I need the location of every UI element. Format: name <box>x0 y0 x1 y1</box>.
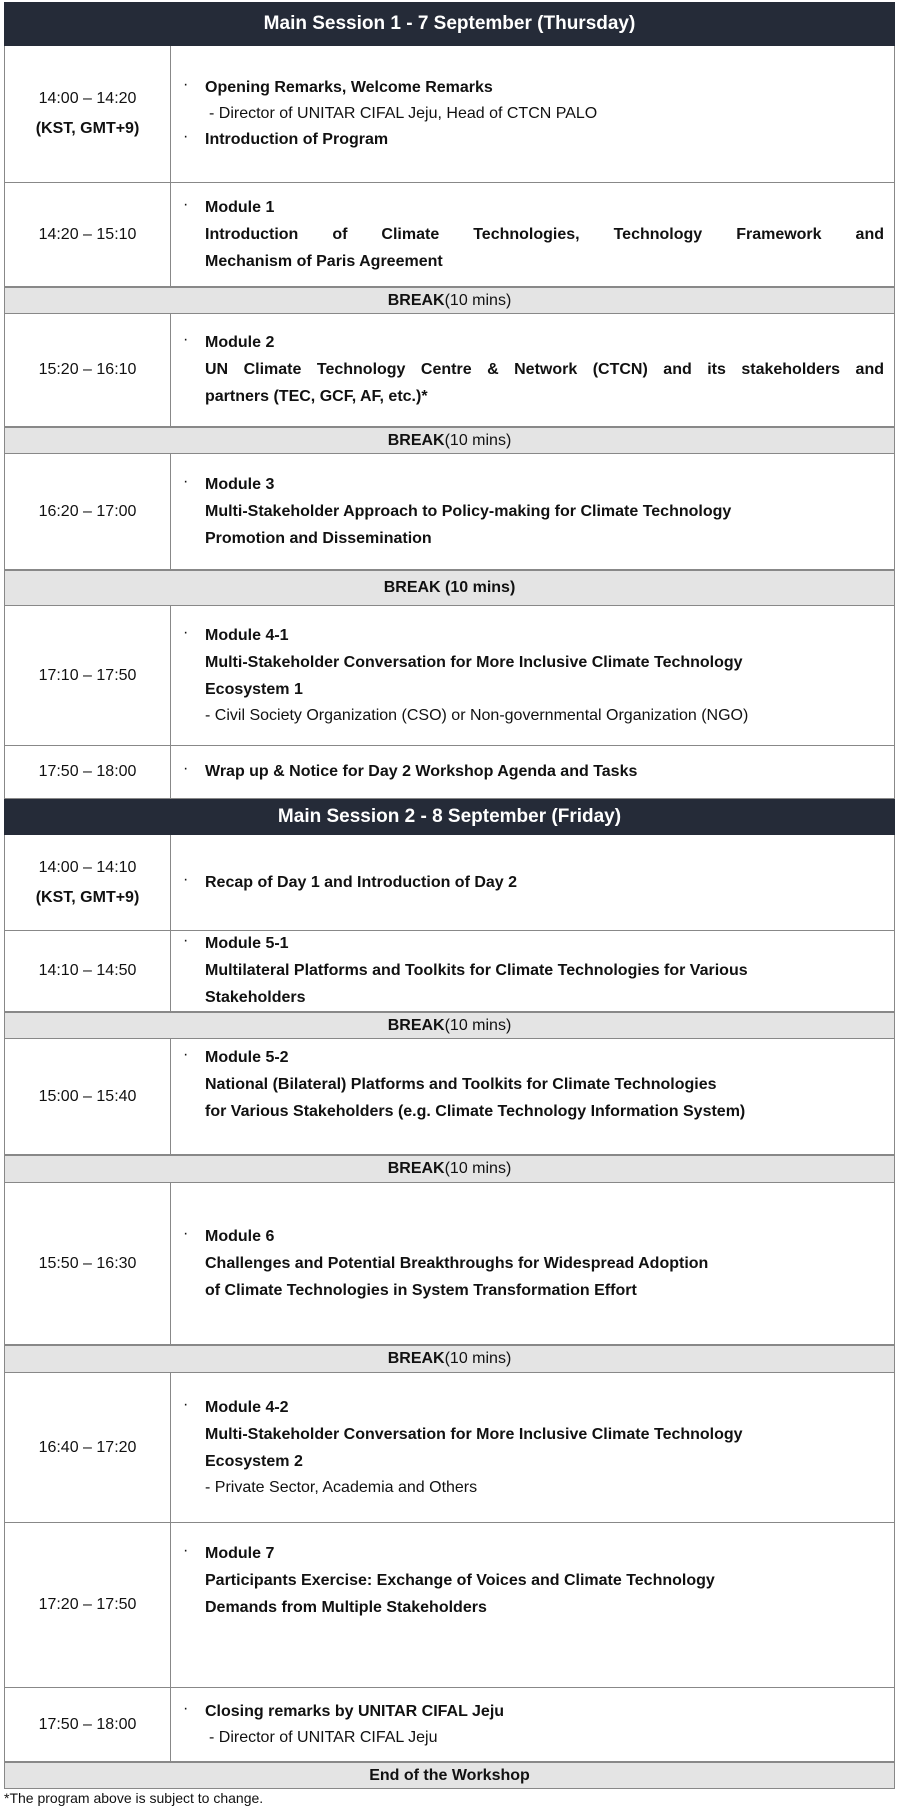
time-cell <box>5 1039 171 1154</box>
time-range: 16:40 – 17:20 <box>38 1438 137 1456</box>
content-cell <box>171 1523 894 1687</box>
bullet-icon: · <box>183 760 189 777</box>
break-duration: (10 mins) <box>444 1350 512 1367</box>
time-cell <box>5 1373 171 1522</box>
agenda-row-module-4-1 <box>4 606 895 746</box>
agenda-item: · Recap of Day 1 and Introduction of Day 2 <box>183 870 884 896</box>
agenda-row-module-7 <box>4 1523 895 1688</box>
end-of-workshop-row <box>4 1762 895 1789</box>
time-cell <box>5 931 171 1011</box>
module-description: Multilateral Platforms and Toolkits for Climate Technologies for Various <box>205 962 748 979</box>
module-description: Challenges and Potential Breakthroughs for Widespread Adoption <box>205 1254 709 1272</box>
time-cell <box>5 314 171 426</box>
content-cell <box>171 183 894 286</box>
agenda-row-module-6 <box>4 1183 895 1345</box>
time-range: 14:20 – 15:10 <box>38 225 137 243</box>
module-description: Multi-Stakeholder Approach to Policy-making for Climate Technology <box>205 502 732 520</box>
module-description: for Various Stakeholders (e.g. Climate Technology Information System) <box>205 1103 746 1120</box>
module-description: Stakeholders <box>205 989 306 1006</box>
content-cell <box>171 1688 894 1761</box>
session-2-title: Main Session 2 - 8 September (Friday) <box>277 806 622 827</box>
agenda-row-module-4-2 <box>4 1373 895 1523</box>
break-label: BREAK <box>387 431 445 449</box>
module-description: Multi-Stakeholder Conversation for More Inclusive Climate Technology <box>205 653 743 671</box>
content-cell <box>171 1373 894 1522</box>
bullet-icon: · <box>183 195 189 213</box>
agenda-row-recap <box>4 835 895 931</box>
content-cell <box>171 1039 894 1154</box>
agenda-subtext: - Director of UNITAR CIFAL Jeju, Head of CTCN PALO <box>209 105 598 122</box>
bullet-icon: · <box>183 331 189 348</box>
agenda-row-opening <box>4 46 895 183</box>
time-range: 17:50 – 18:00 <box>38 763 137 780</box>
time-cell <box>5 183 171 286</box>
bullet-icon: · <box>183 870 189 888</box>
time-cell <box>5 835 171 930</box>
content-cell <box>171 746 894 798</box>
time-range: 15:20 – 16:10 <box>38 361 137 378</box>
agenda-subtext: - Civil Society Organization (CSO) or Non-governmental Organization (NGO) <box>205 706 749 724</box>
module-description: Participants Exercise: Exchange of Voices and Climate Technology <box>205 1572 715 1589</box>
break-label: BREAK <box>387 1016 445 1034</box>
break-row <box>4 1345 895 1373</box>
break-row <box>4 287 895 314</box>
agenda-subtext: - Private Sector, Academia and Others <box>205 1478 478 1496</box>
break-label: BREAK <box>387 291 445 309</box>
agenda-item: · Wrap up & Notice for Day 2 Workshop Agenda and Tasks <box>183 759 884 785</box>
timezone-label: (KST, GMT+9) <box>35 888 140 906</box>
module-title: · Module 5-1 <box>183 931 884 957</box>
bullet-icon: · <box>183 1542 189 1559</box>
module-title: · Module 4-2 <box>183 1395 884 1421</box>
module-description: Mechanism of Paris Agreement <box>205 252 443 270</box>
content-cell <box>171 454 894 569</box>
content-cell <box>171 1183 894 1344</box>
content-cell <box>171 606 894 745</box>
module-description: Promotion and Dissemination <box>205 529 432 547</box>
agenda-row-closing <box>4 1688 895 1762</box>
break-duration: (10 mins) <box>444 431 512 449</box>
module-title: · Module 5-2 <box>183 1045 884 1071</box>
module-title: · Module 3 <box>183 472 884 498</box>
break-row <box>4 427 895 454</box>
break-label: BREAK <box>387 1350 445 1367</box>
module-description: Multi-Stakeholder Conversation for More Inclusive Climate Technology <box>205 1425 743 1443</box>
module-description: partners (TEC, GCF, AF, etc.)* <box>205 388 428 405</box>
content-cell <box>171 46 894 182</box>
agenda-row-module-3 <box>4 454 895 570</box>
agenda-row-module-5-2 <box>4 1039 895 1155</box>
bullet-icon: · <box>183 128 189 145</box>
time-cell <box>5 1523 171 1687</box>
break-row <box>4 1012 895 1039</box>
time-range: 17:10 – 17:50 <box>38 666 137 684</box>
module-description: Ecosystem 1 <box>205 680 303 698</box>
content-cell <box>171 931 894 1011</box>
module-description: National (Bilateral) Platforms and Toolkits for Climate Technologies <box>205 1076 717 1093</box>
time-cell <box>5 46 171 182</box>
break-duration: (10 mins) <box>444 1016 512 1034</box>
session-2-header <box>4 799 895 835</box>
bullet-icon: · <box>183 1224 189 1242</box>
module-description: of Climate Technologies in System Transformation Effort <box>205 1281 637 1299</box>
time-range: 15:00 – 15:40 <box>38 1087 137 1105</box>
time-range: 14:10 – 14:50 <box>38 962 137 979</box>
bullet-icon: · <box>183 1046 189 1063</box>
agenda-subtext: - Director of UNITAR CIFAL Jeju <box>209 1728 438 1746</box>
agenda-row-module-1 <box>4 183 895 287</box>
module-description: UN Climate Technology Centre & Network (CTCN) and its stakeholders and <box>205 361 884 378</box>
time-cell <box>5 606 171 745</box>
timezone-label: (KST, GMT+9) <box>35 120 140 137</box>
module-title: · Module 7 <box>183 1541 884 1567</box>
session-1-title: Main Session 1 - 7 September (Thursday) <box>263 13 636 34</box>
content-cell <box>171 835 894 930</box>
footnote: *The program above is subject to change. <box>4 1790 264 1806</box>
time-range: 16:20 – 17:00 <box>38 502 137 520</box>
agenda-row-module-2 <box>4 314 895 427</box>
break-duration: (10 mins) <box>444 291 512 309</box>
session-1-header <box>4 2 895 46</box>
bullet-icon: · <box>183 932 189 949</box>
module-description: Introduction of Climate Technologies, Technology Framework and <box>205 225 884 243</box>
module-title: · Module 4-1 <box>183 623 884 649</box>
bullet-icon: · <box>183 623 189 641</box>
break-label: BREAK (10 mins) <box>383 579 516 596</box>
break-label: BREAK <box>387 1160 445 1177</box>
time-cell <box>5 1183 171 1344</box>
agenda-item: · Opening Remarks, Welcome Remarks <box>183 75 884 101</box>
agenda-row-module-5-1 <box>4 931 895 1012</box>
time-range: 15:50 – 16:30 <box>38 1254 137 1272</box>
break-duration: (10 mins) <box>444 1160 512 1177</box>
module-title: · Module 6 <box>183 1224 884 1250</box>
time-cell <box>5 454 171 569</box>
break-row <box>4 1155 895 1183</box>
content-cell <box>171 314 894 426</box>
module-description: Ecosystem 2 <box>205 1452 303 1470</box>
module-description: Demands from Multiple Stakeholders <box>205 1599 487 1616</box>
agenda-row-wrap-up <box>4 746 895 799</box>
end-label: End of the Workshop <box>369 1766 530 1784</box>
bullet-icon: · <box>183 1395 189 1413</box>
bullet-icon: · <box>183 472 189 490</box>
module-title: · Module 2 <box>183 330 884 356</box>
bullet-icon: · <box>183 1699 189 1717</box>
break-row <box>4 570 895 606</box>
bullet-icon: · <box>183 76 189 93</box>
time-range: 14:00 – 14:10 <box>38 858 137 876</box>
time-range: 17:20 – 17:50 <box>38 1596 137 1613</box>
time-range: 17:50 – 18:00 <box>38 1715 137 1733</box>
time-cell <box>5 1688 171 1761</box>
time-range: 14:00 – 14:20 <box>38 90 137 107</box>
time-cell <box>5 746 171 798</box>
module-title: · Module 1 <box>183 195 884 221</box>
agenda-item: · Closing remarks by UNITAR CIFAL Jeju <box>183 1699 884 1725</box>
agenda-item: · Introduction of Program <box>183 127 884 153</box>
